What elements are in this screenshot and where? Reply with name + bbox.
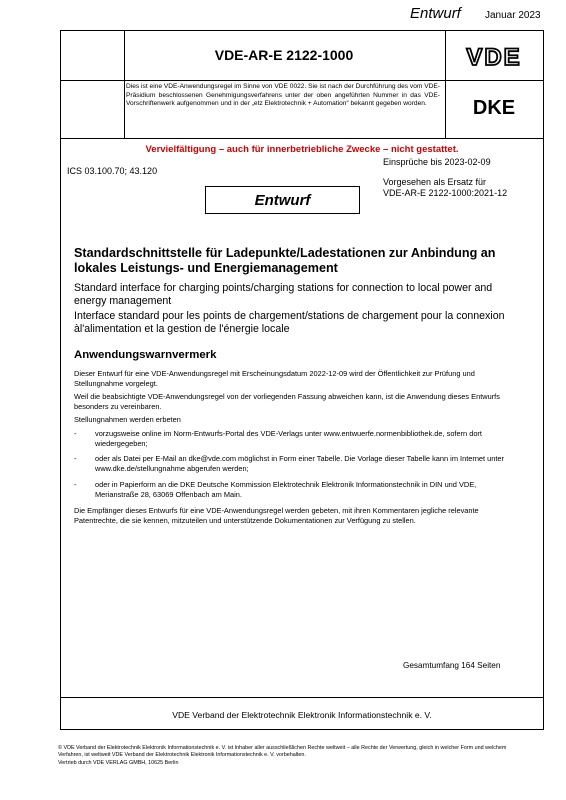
warning-paragraph-2: Weil die beabsichtigte VDE-Anwendungsregel von der vorliegenden Fassung abweichen kann, ist die Anwendung dieses Entwurfs besonders zu vereinbaren. (74, 392, 500, 411)
warning-paragraph-1: Dieser Entwurf für eine VDE-Anwendungsregel mit Erscheinungsdatum 2022-12-09 wird der Öffentlichkeit zur Prüfung und Stellungnahme vorgelegt. (74, 369, 475, 388)
footer-organization: VDE Verband der Elektrotechnik Elektronik Informationstechnik e. V. (172, 710, 432, 720)
title-german: Standardschnittstelle für Ladepunkte/Ladestationen zur Anbindung an lokales Leistungs- und Energiemanagement (74, 246, 496, 275)
draft-box: Entwurf (205, 186, 360, 214)
frame-divider-intro (61, 138, 543, 139)
distribution-notice: Vertrieb durch VDE VERLAG GMBH, 10625 Berlin (58, 760, 179, 766)
objections-until: Einsprüche bis 2023-02-09 (383, 157, 491, 167)
warning-paragraph-3: Stellungnahmen werden erbeten (74, 415, 181, 424)
document-number: VDE-AR-E 2122-1000 (214, 47, 354, 63)
bullet-dash: - (74, 480, 77, 489)
bullet-item: oder in Papierform an die DKE Deutsche Kommission Elektrotechnik Elektronik Informationstechnik in DIN und VDE, Merianstraße 28, 63069 Offenbach am Main. (95, 480, 477, 499)
warning-heading: Anwendungswarnvermerk (74, 349, 217, 361)
warning-paragraph-4: Die Empfänger dieses Entwurfs für eine VDE-Anwendungsregel werden gebeten, mit ihren Kommentaren jegliche relevante Patentrechte, die sie kennen, mitzuteilen und unterstützende Dokumentationen zur Verfügung zu stellen. (74, 506, 479, 525)
total-pages: Gesamtumfang 164 Seiten (403, 661, 501, 670)
reproduction-notice: Vervielfältigung – auch für innerbetriebliche Zwecke – nicht gestattet. (145, 144, 459, 155)
dke-label: DKE (472, 96, 516, 119)
frame-divider-footer (61, 697, 543, 698)
ics-code: ICS 03.100.70; 43.120 (67, 166, 158, 176)
bullet-item: oder als Datei per E-Mail an dke@vde.com möglichst in Form einer Tabelle. Die Vorlage dieser Tabelle kann im Internet unter www.dke.de/stellungnahme abgerufen werden; (95, 454, 504, 473)
replacement-line-2: VDE-AR-E 2122-1000:2021-12 (383, 188, 508, 198)
title-english: Standard interface for charging points/charging stations for connection to local power and energy management (74, 282, 493, 307)
copyright-notice: © VDE Verband der Elektrotechnik Elektronik Informationstechnik e. V. ist Inhaber aller ausschließlichen Rechte weltweit – alle Rechte der Verwertung, gleich in welcher Form und welchem Verfahren, ist weltweit VDE Verband der Elektrotechnik Elektronik Informationstechnik e. V. vorbehalten. (58, 745, 507, 758)
draft-label-top: Entwurf (410, 5, 461, 22)
title-french: Interface standard pour les points de chargement/stations de chargement pour la connexion àl'alimentation et la gestion de l'énergie locale (74, 310, 505, 335)
bullet-item: vorzugsweise online im Norm-Entwurfs-Portal des VDE-Verlags unter www.entwuerfe.normenbibliothek.de, sofern dort wiedergegeben; (95, 429, 482, 448)
replacement-info (383, 177, 507, 199)
bullet-dash: - (74, 454, 77, 463)
issue-date: Januar 2023 (485, 10, 541, 21)
bullet-dash: - (74, 429, 77, 438)
replacement-line-1: Vorgesehen als Ersatz für (383, 177, 487, 187)
vde-logo (446, 44, 542, 70)
vde-logo-text: VDE (466, 44, 522, 70)
intro-text: Dies ist eine VDE-Anwendungsregel im Sinne von VDE 0022. Sie ist nach der Durchführung des vom VDE-Präsidium beschlossenen Genehmigungsverfahrens unter der oben angeführten Nummer in das VDE-Vorschriftenwerk aufgenommen und in der „etz Elektrotechnik + Automation“ bekannt gegeben worden. (126, 83, 440, 108)
